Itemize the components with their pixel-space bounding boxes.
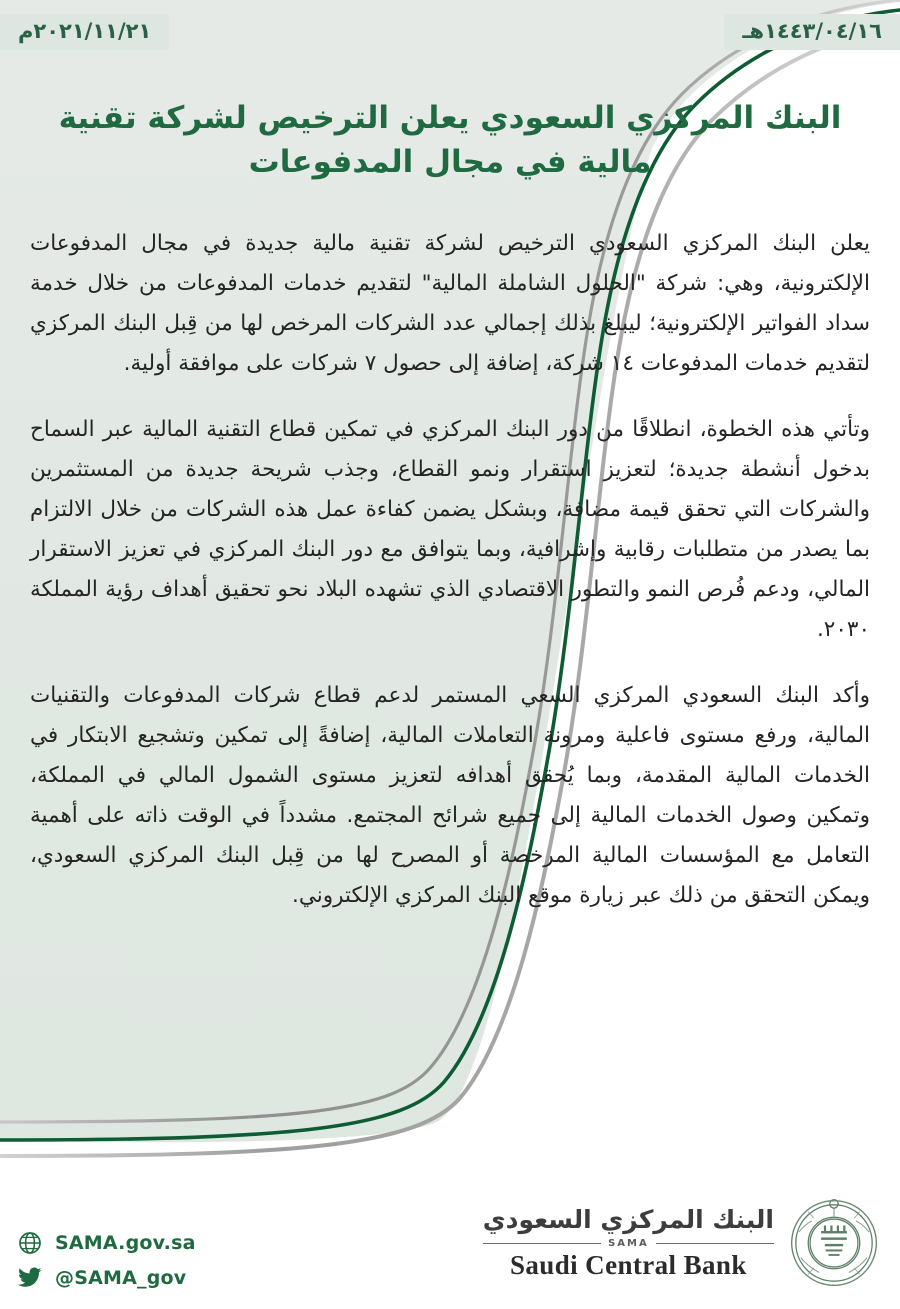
website-label: SAMA.gov.sa <box>55 1232 196 1254</box>
twitter-handle-label: @SAMA_gov <box>55 1267 187 1289</box>
press-release-body <box>30 224 870 916</box>
brand-wordmark <box>483 1206 774 1280</box>
hijri-date-badge: ١٤٤٣/٠٤/١٦هـ <box>724 14 900 50</box>
website-link[interactable] <box>18 1230 196 1256</box>
sama-brand-lockup <box>483 1197 880 1289</box>
paragraph-1: يعلن البنك المركزي السعودي الترخيص لشركة تقنية مالية جديدة في مجال المدفوعات الإلكترونية، وهي: شركة "الحلول الشاملة المالية" لتقديم خدمات المدفوعات من خلال خدمة سداد الفواتير الإلكترونية؛ ليبلغ بذلك إجمالي عدد الشركات المرخص لها من قِبل البنك المركزي لتقديم خدمات المدفوعات ١٤ شركة، إضافة إلى حصول ٧ شركات على موافقة أولية. <box>30 231 870 376</box>
sama-circular-emblem-icon <box>788 1197 880 1289</box>
paragraph-3: وأكد البنك السعودي المركزي السعي المستمر لدعم قطاع شركات المدفوعات والتقنيات المالية، ورفع مستوى فاعلية ومرونة التعاملات المالية، إضافةً إلى تمكين وتشجيع الابتكار في الخدمات المالية المقدمة، وبما يُحقق أهدافه لتعزيز مستوى الشمول المالي في المملكة، وتمكين وصول الخدمات المالية إلى جميع شرائح المجتمع. مشدداً في الوقت ذاته على أهمية التعامل مع المؤسسات المالية المرخصة أو المصرح لها من قِبل البنك المركزي السعودي، ويمكن التحقق من ذلك عبر زيارة موقع البنك المركزي الإلكتروني. <box>30 682 870 908</box>
twitter-bird-icon <box>18 1266 42 1290</box>
brand-arabic-name: البنك المركزي السعودي <box>482 1204 774 1234</box>
divider-rule-left <box>483 1243 601 1244</box>
divider-rule-right <box>656 1243 774 1244</box>
page-title: البنك المركزي السعودي يعلن الترخيص لشركة تقنية مالية في مجال المدفوعات <box>58 100 842 181</box>
brand-divider <box>483 1238 774 1249</box>
twitter-link[interactable] <box>18 1265 196 1291</box>
brand-sama-abbr: SAMA <box>608 1237 649 1249</box>
date-bar <box>0 14 900 58</box>
footer <box>0 1169 900 1309</box>
brand-english-name: Saudi Central Bank <box>509 1249 747 1280</box>
social-links <box>18 1230 196 1291</box>
globe-icon <box>18 1231 42 1255</box>
gregorian-date-badge: ٢٠٢١/١١/٢١م <box>0 14 169 50</box>
paragraph-2: وتأتي هذه الخطوة، انطلاقًا من دور البنك المركزي في تمكين قطاع التقنية المالية عبر السماح بدخول أنشطة جديدة؛ لتعزيز استقرار ونمو القطاع، وجذب شريحة جديدة من المستثمرين والشركات التي تحقق قيمة مضافة، وبشكل يضمن كفاءة عمل هذه الشركات من خلال الالتزام بما يصدر من متطلبات رقابية وإشرافية، وبما يتوافق مع دور البنك المركزي في تعزيز الاستقرار المالي، ودعم فُرص النمو والتطور الاقتصادي الذي تشهده البلاد نحو تحقيق أهداف رؤية المملكة ٢٠٣٠. <box>30 416 870 642</box>
